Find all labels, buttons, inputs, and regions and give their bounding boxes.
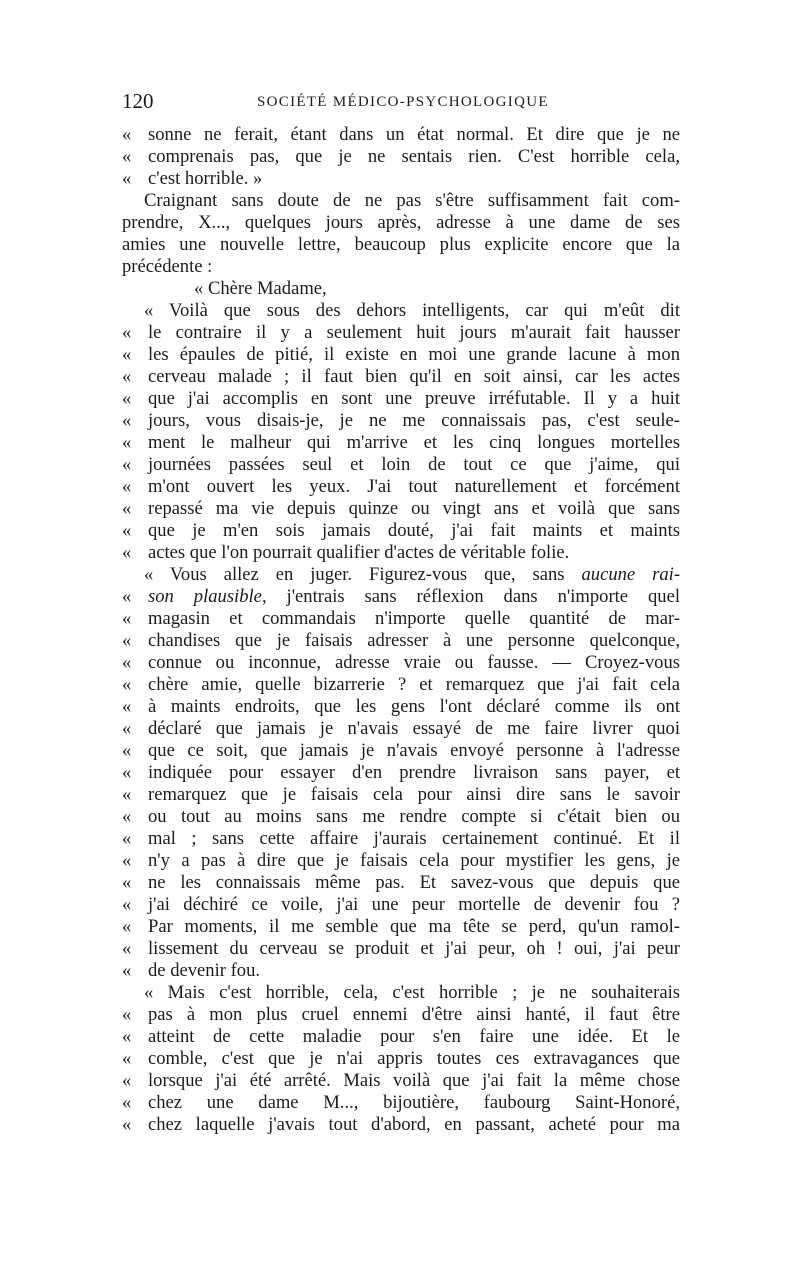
text-line [122,432,680,454]
line-text: sonne ne ferait, étant dans un état normal. Et dire que je ne [148,124,680,145]
line-text: que ce soit, que jamais je n'avais envoyé personne à l'adresse [148,740,680,761]
line-text: les épaules de pitié, il existe en moi une grande lacune à mon [148,344,680,365]
text-line [122,850,680,872]
quote-mark: « [122,344,132,365]
line-text: le contraire il y a seulement huit jours m'aurait fait hausser [148,322,680,343]
line-text: lissement du cerveau se produit et j'ai peur, oh ! oui, j'ai peur [148,938,680,959]
quote-mark: « [122,718,132,739]
line-text: repassé ma vie depuis quinze ou vingt ans et voilà que sans [148,498,680,519]
text-line [122,1026,680,1048]
text-line [122,586,680,608]
quote-mark: « [122,476,132,497]
quote-mark: « [122,850,132,871]
text-line [122,454,680,476]
text-line [122,652,680,674]
quote-mark: « [122,806,132,827]
line-text: que je m'en sois jamais douté, j'ai fait maints et maints [148,520,680,541]
line-text: pas à mon plus cruel ennemi d'être ainsi hanté, il faut être [148,1004,680,1025]
line-text: déclaré que jamais je n'avais essayé de me faire livrer quoi [148,718,680,739]
text-line [122,740,680,762]
text-line [122,410,680,432]
quote-mark: « [122,916,132,937]
text-line [122,1004,680,1026]
text-line [122,982,680,1004]
line-text: Craignant sans doute de ne pas s'être suffisamment fait com- [144,190,680,211]
text-line [122,124,680,146]
quote-mark: « [122,454,132,475]
text-line [122,366,680,388]
quote-mark: « [122,960,132,981]
line-text: Par moments, il me semble que ma tête se perd, qu'un ramol- [148,916,680,937]
line-text: prendre, X..., quelques jours après, adresse à une dame de ses [122,212,680,233]
quote-mark: « [122,124,132,145]
line-text: j'ai déchiré ce voile, j'ai une peur mortelle de devenir fou ? [148,894,680,915]
quote-mark: « [122,1048,132,1069]
line-text: jours, vous disais-je, je ne me connaissais pas, c'est seule- [148,410,680,431]
quote-mark: « [122,740,132,761]
quote-mark: « [122,322,132,343]
line-text: chez laquelle j'avais tout d'abord, en passant, acheté pour ma [148,1114,680,1135]
line-text: lorsque j'ai été arrêté. Mais voilà que j'ai fait la même chose [148,1070,680,1091]
quote-mark: « [122,586,132,607]
text-line [122,388,680,410]
text-line [122,1114,680,1136]
quote-mark: « [122,498,132,519]
line-text: mal ; sans cette affaire j'aurais certainement continué. Et il [148,828,680,849]
line-text [144,564,680,586]
line-text: ne les connaissais même pas. Et savez-vous que depuis que [148,872,680,893]
line-text: comprenais pas, que je ne sentais rien. C'est horrible cela, [148,146,680,167]
text-line [122,168,680,190]
line-text: comble, c'est que je n'ai appris toutes ces extravagances que [148,1048,680,1069]
text-line [122,1048,680,1070]
text-line [122,476,680,498]
text-line [122,806,680,828]
text-line [122,784,680,806]
text-line [122,190,680,212]
quote-mark: « [122,674,132,695]
text-line [122,696,680,718]
quote-mark: « [122,520,132,541]
text-line [122,234,680,256]
text-line [122,256,680,278]
quote-mark: « [122,938,132,959]
line-text: cerveau malade ; il faut bien qu'il en soit ainsi, car les actes [148,366,680,387]
quote-mark: « [122,366,132,387]
line-text: précédente : [122,256,213,277]
quote-mark: « [122,696,132,717]
line-text-segment: « Vous allez en juger. Figurez-vous que, sans [144,564,582,585]
line-text: magasin et commandais n'importe quelle quantité de mar- [148,608,680,629]
text-line [122,608,680,630]
text-line [122,674,680,696]
text-line [122,212,680,234]
quote-mark: « [122,828,132,849]
line-text: amies une nouvelle lettre, beaucoup plus explicite encore que la [122,234,680,255]
text-line [122,960,680,982]
quote-mark: « [122,388,132,409]
line-text: ment le malheur qui m'arrive et les cinq longues mortelles [148,432,680,453]
line-text: que j'ai accomplis en sont une preuve irréfutable. Il y a huit [148,388,680,409]
text-line [122,718,680,740]
body-text [122,124,680,1136]
text-line [122,300,680,322]
line-text [148,586,680,608]
text-line [122,542,680,564]
quote-mark: « [122,432,132,453]
line-text: « Chère Madame, [194,278,327,299]
line-text: chandises que je faisais adresser à une personne quelconque, [148,630,680,651]
text-line [122,872,680,894]
text-line [122,828,680,850]
line-text: à maints endroits, que les gens l'ont déclaré comme ils ont [148,696,680,717]
page-header [122,86,682,116]
text-line [122,630,680,652]
line-text: ou tout au moins sans me rendre compte si c'était bien ou [148,806,680,827]
line-text: n'y a pas à dire que je faisais cela pour mystifier les gens, je [148,850,680,871]
line-text: chère amie, quelle bizarrerie ? et remarquez que j'ai fait cela [148,674,680,695]
line-text: connue ou inconnue, adresse vraie ou fausse. — Croyez-vous [148,652,680,673]
text-line [122,278,680,300]
line-text: « Mais c'est horrible, cela, c'est horrible ; je ne souhaiterais [144,982,680,1003]
text-line [122,1070,680,1092]
quote-mark: « [122,1070,132,1091]
line-text: chez une dame M..., bijoutière, faubourg Saint-Honoré, [148,1092,680,1113]
line-text: m'ont ouvert les yeux. J'ai tout naturellement et forcément [148,476,680,497]
line-text-segment: , j'entrais sans réflexion dans n'importe quel [261,586,681,607]
text-line [122,762,680,784]
running-head: SOCIÉTÉ MÉDICO-PSYCHOLOGIQUE [257,94,549,110]
text-line [122,322,680,344]
quote-mark: « [122,1092,132,1113]
text-line [122,916,680,938]
quote-mark: « [122,146,132,167]
line-text: c'est horrible. » [148,168,263,189]
text-line [122,894,680,916]
text-line [122,1092,680,1114]
quote-mark: « [122,1114,132,1135]
line-text: atteint de cette maladie pour s'en faire une idée. Et le [148,1026,680,1047]
line-text: de devenir fou. [148,960,261,981]
quote-mark: « [122,410,132,431]
italic-phrase: son plausible [148,586,262,607]
quote-mark: « [122,608,132,629]
quote-mark: « [122,542,132,563]
quote-mark: « [122,168,132,189]
text-line [122,938,680,960]
quote-mark: « [122,1026,132,1047]
line-text: indiquée pour essayer d'en prendre livraison sans payer, et [148,762,680,783]
italic-phrase: aucune rai- [581,564,681,585]
quote-mark: « [122,1004,132,1025]
quote-mark: « [122,762,132,783]
quote-mark: « [122,652,132,673]
line-text: remarquez que je faisais cela pour ainsi dire sans le savoir [148,784,680,805]
line-text: « Voilà que sous des dehors intelligents, car qui m'eût dit [144,300,680,321]
quote-mark: « [122,784,132,805]
quote-mark: « [122,872,132,893]
page-number: 120 [122,89,154,113]
line-text: actes que l'on pourrait qualifier d'actes de véritable folie. [148,542,570,563]
text-line [122,146,680,168]
quote-mark: « [122,894,132,915]
line-text: journées passées seul et loin de tout ce que j'aime, qui [148,454,680,475]
text-line [122,520,680,542]
text-line [122,564,680,586]
text-line [122,498,680,520]
quote-mark: « [122,630,132,651]
text-line [122,344,680,366]
